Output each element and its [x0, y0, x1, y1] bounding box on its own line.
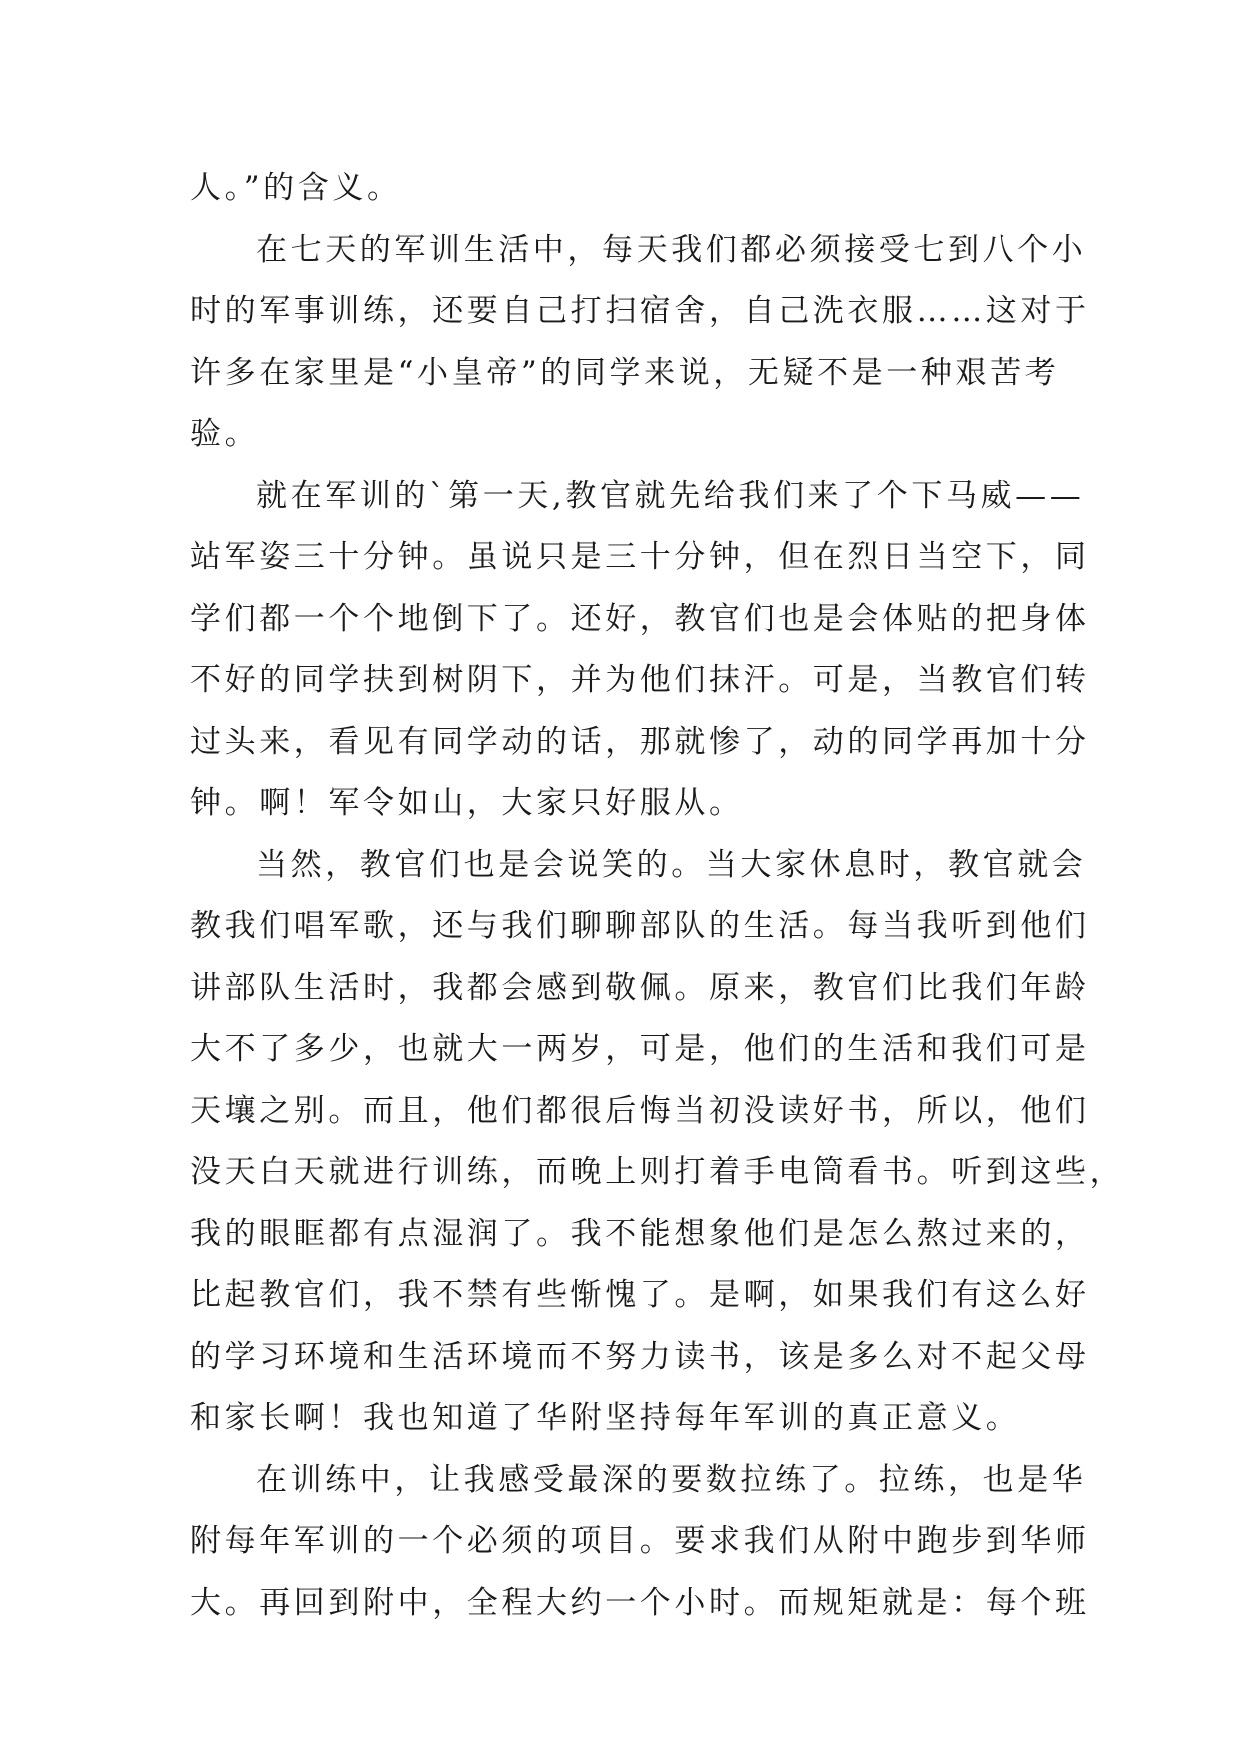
text-line: 过头来，看见有同学动的话，那就惨了，动的同学再加十分 [190, 723, 1090, 760]
text-line: 教我们唱军歌，还与我们聊聊部队的生活。每当我听到他们 [190, 908, 1090, 944]
text-line: 钟。啊！军令如山，大家只好服从。 [190, 785, 744, 821]
text-line: 天壤之别。而且，他们都很后悔当初没读好书，所以，他们 [190, 1092, 1090, 1129]
text-line: 附每年军训的一个必须的项目。要求我们从附中跑步到华师 [190, 1523, 1090, 1559]
text-line: 我的眼眶都有点湿润了。我不能想象他们是怎么熬过来的， [190, 1215, 1090, 1252]
text-line: 站军姿三十分钟。虽说只是三十分钟，但在烈日当空下，同 [190, 539, 1090, 575]
text-line: 大不了多少，也就大一两岁，可是，他们的生活和我们可是 [190, 1031, 1090, 1067]
text-line: 没天白天就进行训练，而晚上则打着手电筒看书。听到这些， [190, 1154, 1125, 1190]
text-line: 人。”的含义。 [190, 170, 402, 206]
text-line: 学们都一个个地倒下了。还好，教官们也是会体贴的把身体 [190, 600, 1090, 637]
paragraph-first-line: 在七天的军训生活中，每天我们都必须接受七到八个小 [256, 231, 1087, 268]
text-line: 比起教官们，我不禁有些惭愧了。是啊，如果我们有这么好 [190, 1277, 1090, 1313]
text-line: 的学习环境和生活环境而不努力读书，该是多么对不起父母 [190, 1338, 1090, 1375]
text-line: 大。再回到附中，全程大约一个小时。而规矩就是：每个班 [190, 1584, 1090, 1621]
text-line: 许多在家里是“小皇帝”的同学来说，无疑不是一种艰苦考 [190, 354, 1060, 391]
article-body [190, 158, 1125, 1634]
text-line: 时的军事训练，还要自己打扫宿舍，自己洗衣服……这对于 [190, 293, 1090, 329]
paragraph-first-line: 在训练中，让我感受最深的要数拉练了。拉练，也是华 [256, 1461, 1087, 1498]
text-line: 不好的同学扶到树阴下，并为他们抹汗。可是，当教官们转 [190, 662, 1090, 698]
paragraph-first-line: 就在军训的`第一天,教官就先给我们来了个下马威—— [256, 477, 1085, 514]
paragraph-first-line: 当然，教官们也是会说笑的。当大家休息时，教官就会 [256, 846, 1087, 883]
text-line: 验。 [190, 416, 260, 452]
text-line: 和家长啊！我也知道了华附坚持每年军训的真正意义。 [190, 1400, 1021, 1436]
text-line: 讲部队生活时，我都会感到敬佩。原来，教官们比我们年龄 [190, 969, 1090, 1006]
